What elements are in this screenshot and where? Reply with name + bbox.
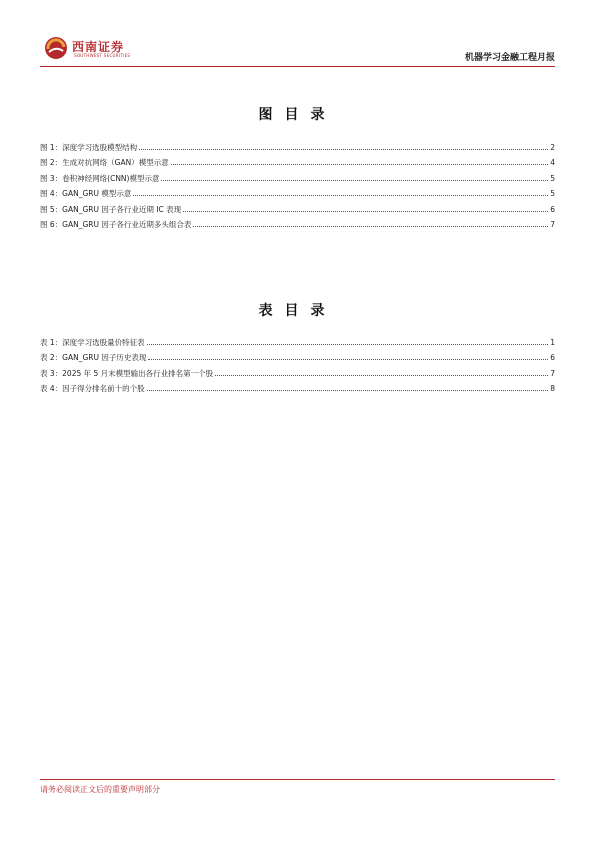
entry-page: 1 <box>550 337 555 347</box>
table-index-entry[interactable] <box>40 362 555 378</box>
dot-leader <box>161 179 548 181</box>
entry-page: 6 <box>550 353 555 362</box>
entry-label: 图 5：GAN_GRU 因子各行业近期 IC 表现 <box>40 204 182 214</box>
entry-page: 6 <box>550 204 555 214</box>
entry-label: 表 4：因子得分排名前十的个股 <box>40 384 145 393</box>
table-index-title: 表目录 <box>258 303 337 319</box>
footer-divider <box>40 779 555 780</box>
entry-page: 2 <box>550 142 555 152</box>
dot-leader <box>171 163 549 165</box>
figure-index-list <box>40 136 555 229</box>
dot-leader <box>148 358 548 360</box>
header-divider <box>40 66 555 67</box>
figure-index-entry[interactable] <box>40 136 555 152</box>
entry-page: 5 <box>550 173 555 183</box>
entry-label: 表 1：深度学习选股量价特征表 <box>40 337 145 347</box>
logo-english-name: SOUTHWEST SECURITIES <box>74 53 131 58</box>
entry-label: 图 6：GAN_GRU 因子各行业近期多头组合表 <box>40 220 192 229</box>
entry-label: 图 3：卷积神经网络(CNN)模型示意 <box>40 173 160 183</box>
entry-label: 图 2：生成对抗网络（GAN）模型示意 <box>40 158 169 167</box>
figure-index-entry[interactable] <box>40 152 555 168</box>
entry-label: 图 1：深度学习选股模型结构 <box>40 142 138 152</box>
entry-label: 图 4：GAN_GRU 模型示意 <box>40 189 132 198</box>
dot-leader <box>139 148 548 150</box>
figure-index-entry[interactable] <box>40 167 555 183</box>
table-index-entry[interactable] <box>40 331 555 347</box>
footer-disclaimer: 请务必阅读正文后的重要声明部分 <box>40 785 160 794</box>
figure-index-entry[interactable] <box>40 214 555 230</box>
logo-mark-icon <box>44 36 68 60</box>
entry-label: 表 2：GAN_GRU 因子历史表现 <box>40 353 147 362</box>
dot-leader <box>147 389 549 391</box>
entry-page: 7 <box>550 220 555 229</box>
entry-page: 4 <box>550 158 555 167</box>
entry-label: 表 3：2025 年 5 月末模型输出各行业排名第一个股 <box>40 368 214 378</box>
table-index-list <box>40 331 555 393</box>
entry-page: 7 <box>550 368 555 378</box>
figure-index-title: 图目录 <box>258 107 337 123</box>
table-index-entry[interactable] <box>40 378 555 394</box>
company-logo <box>44 36 154 62</box>
entry-page: 5 <box>550 189 555 198</box>
dot-leader <box>183 210 548 212</box>
figure-index-entry[interactable] <box>40 183 555 199</box>
dot-leader <box>215 374 548 376</box>
figure-index-entry[interactable] <box>40 198 555 214</box>
page-header <box>40 34 555 64</box>
dot-leader <box>133 194 548 196</box>
logo-chinese-name: 西南证券 <box>72 40 125 54</box>
entry-page: 8 <box>550 384 555 393</box>
table-index-entry[interactable] <box>40 347 555 363</box>
dot-leader <box>193 225 548 227</box>
dot-leader <box>147 343 549 345</box>
report-type-title: 机器学习金融工程月报 <box>464 53 555 63</box>
